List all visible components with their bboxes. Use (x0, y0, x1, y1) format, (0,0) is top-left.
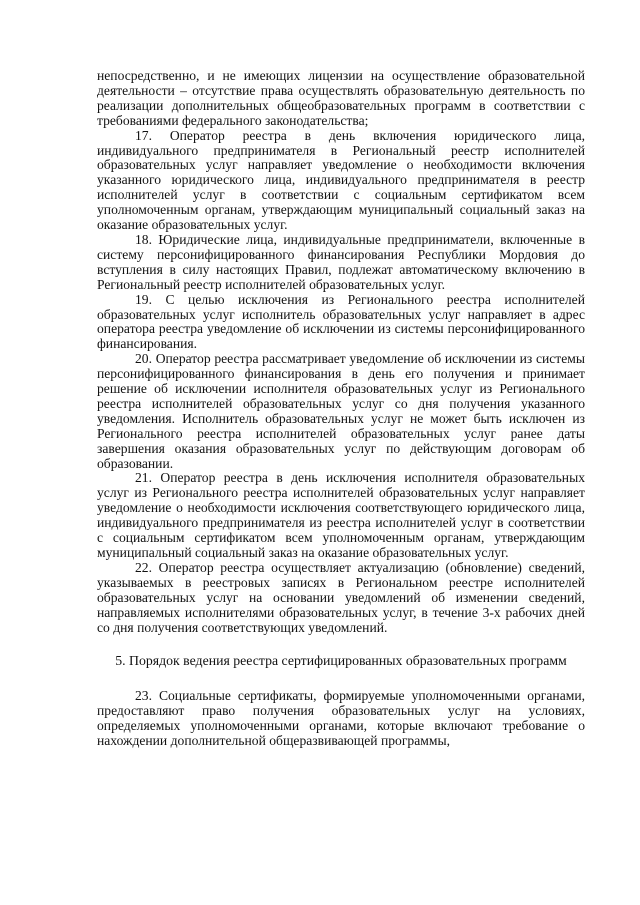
clause-text: Оператор реестра осуществляет актуализацию (обновление) сведений, указываемых в реестровых записях в Региональном реестре исполнителей образовательных услуг на основании уведомлений об изменении сведений, направляемых исполнителями образовательных услуг, в течение 3-х рабочих дней со дня получения соответствующих уведомлений. (97, 559, 585, 635)
clause-number: 20. (135, 351, 152, 367)
clause-19 (97, 293, 585, 353)
clause-number: 23. (135, 688, 152, 704)
clause-number: 22. (135, 559, 152, 575)
clause-number: 19. (135, 291, 152, 307)
clause-text: Социальные сертификаты, формируемые уполномоченными органами, предоставляют право получения образовательных услуг на условиях, определяемых уполномоченными органами, которые включают требование о нахождении дополнительной общеразвивающей программы, (97, 688, 585, 749)
clause-21 (97, 471, 585, 560)
clause-text: Оператор реестра рассматривает уведомление об исключении из системы персонифицированного финансирования в день его получения и принимает решение об исключении исполнителя образовательных услуг из Регионального реестра исполнителей образовательных услуг со дня получения указанного уведомления. Исполнитель образовательных услуг не может быть исключен из Регионального реестра исполнителей образовательных услуг ранее даты завершения оказания образовательных услуг по действующим договорам об образовании. (97, 351, 585, 471)
document-body (97, 69, 585, 749)
section-heading: 5. Порядок ведения реестра сертифицированных образовательных программ (115, 653, 567, 669)
clause-17 (97, 129, 585, 233)
clause-number: 21. (135, 470, 152, 486)
clause-text: Оператор реестра в день включения юридического лица, индивидуального предпринимателя в Региональный реестр исполнителей образовательных услуг направляет уведомление о необходимости включения указанного юридического лица, индивидуального предпринимателя в реестр исполнителей услуг в соответствии с социальным сертификатом всем уполномоченным органам, утверждающим муниципальный социальный заказ на оказание образовательных услуг. (97, 127, 585, 233)
clause-text: Оператор реестра в день исключения исполнителя образовательных услуг из Регионального реестра исполнителей образовательных услуг направляет уведомление о необходимости исключения соответствующего юридического лица, индивидуального предпринимателя из реестра исполнителей услуг в соответствии с социальным сертификатом всем уполномоченным органам, утверждающим муниципальный социальный заказ на оказание образовательных услуг. (97, 470, 585, 560)
clause-18 (97, 233, 585, 293)
clause-text: Юридические лица, индивидуальные предприниматели, включенные в систему персонифицированного финансирования Республики Мордовия до вступления в силу настоящих Правил, подлежат автоматическому включению в Региональный реестр исполнителей образовательных услуг. (97, 231, 585, 292)
clause-number: 18. (135, 231, 152, 247)
clause-23 (97, 689, 585, 749)
clause-20 (97, 352, 585, 471)
clause-text: С целью исключения из Регионального реестра исполнителей образовательных услуг исполнитель образовательных услуг направляет в адрес оператора реестра уведомление об исключении из системы персонифицированного финансирования. (97, 291, 585, 352)
paragraph-continuation: непосредственно, и не имеющих лицензии на осуществление образовательной деятельности – отсутствие права осуществлять образовательную деятельность по реализации дополнительных общеобразовательных программ в соответствии с требованиями федерального законодательства; (97, 68, 585, 128)
clause-number: 17. (135, 127, 152, 143)
clause-22 (97, 561, 585, 636)
